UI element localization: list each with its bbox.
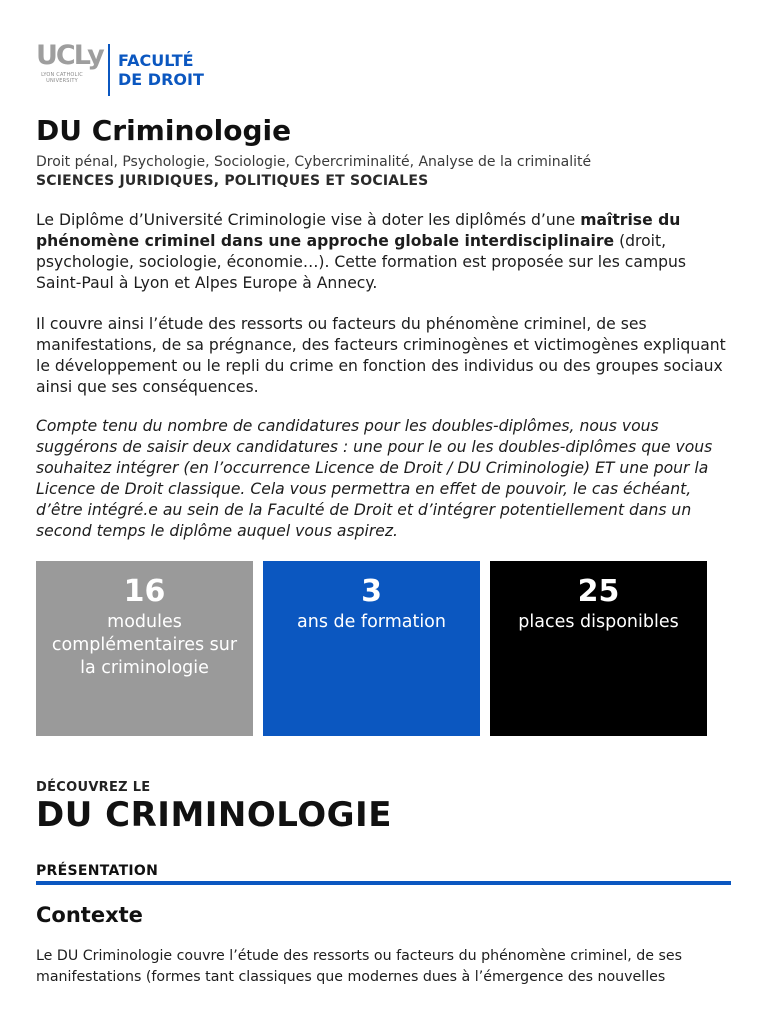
- site-header: [36, 42, 204, 100]
- faculty-logo-line1: FACULTÉ: [118, 51, 194, 70]
- ucly-logo-subtitle: LYON CATHOLIC UNIVERSITY: [41, 72, 83, 84]
- stat-number: 25: [577, 574, 620, 609]
- stat-number: 16: [123, 574, 166, 609]
- stat-label: modules complémentaires sur la criminologie: [51, 612, 238, 678]
- intro-paragraph-2: Il couvre ainsi l’étude des ressorts ou facteurs du phénomène criminel, de ses manifestations, de sa prégnance, des facteurs criminogènes et victimogènes expliquant le développement ou le repli du crime en fonction des individus ou des groupes sociaux ainsi que ses conséquences.: [36, 315, 726, 396]
- section-subheading: Contexte: [36, 903, 143, 927]
- ucly-logo[interactable]: [36, 42, 104, 94]
- logo-divider: [108, 44, 110, 96]
- stat-card-years: [263, 561, 480, 736]
- key-figures: [36, 561, 707, 736]
- ucly-logo-mark: UCLy: [36, 40, 103, 71]
- intro-p1-highlight: maîtrise du phénomène criminel dans une approche globale interdisciplinaire: [36, 211, 681, 250]
- page-title: DU Criminologie: [36, 114, 292, 147]
- intro-p1-start: Le Diplôme d’Université Criminologie vise à doter les diplômés d’une: [36, 211, 581, 229]
- stat-label: places disponibles: [518, 612, 679, 632]
- discover-heading: DU CRIMINOLOGIE: [36, 795, 392, 835]
- context-paragraph: Le DU Criminologie couvre l’étude des ressorts ou facteurs du phénomène criminel, de ses manifestations (formes tant classiques que modernes dues à l’émergence des nouvelles: [36, 948, 683, 985]
- intro-p1-end: (droit, psychologie, sociologie, économie…). Cette formation est proposée sur les campus Saint-Paul à Lyon et Alpes Europe à Annecy.: [36, 232, 687, 292]
- faculty-logo[interactable]: [118, 51, 204, 89]
- stat-card-modules: [36, 561, 253, 736]
- program-tags: Droit pénal, Psychologie, Sociologie, Cybercriminalité, Analyse de la criminalité: [36, 154, 592, 170]
- stat-card-places: [490, 561, 707, 736]
- faculty-logo-line2: DE DROIT: [118, 70, 204, 89]
- stat-number: 3: [361, 574, 382, 609]
- stat-label: ans de formation: [297, 612, 446, 632]
- tab-presentation[interactable]: PRÉSENTATION: [36, 863, 159, 879]
- discover-kicker: DÉCOUVREZ LE: [36, 780, 151, 795]
- intro-paragraph-1: [36, 210, 732, 294]
- intro-note-italic: Compte tenu du nombre de candidatures pour les doubles-diplômes, nous vous suggérons de saisir deux candidatures : une pour le ou les doubles-diplômes que vous souhaitez intégrer (en l’occurrence Licence de Droit / DU Criminologie) ET une pour la Licence de Droit classique. Cela vous permettra en effet de pouvoir, le cas échéant, d’être intégré.e au sein de la Faculté de Droit et d’intégrer potentiellement dans un second temps le diplôme auquel vous aspirez.: [36, 417, 713, 540]
- program-category: SCIENCES JURIDIQUES, POLITIQUES ET SOCIALES: [36, 173, 429, 189]
- tab-active-underline: [36, 881, 731, 885]
